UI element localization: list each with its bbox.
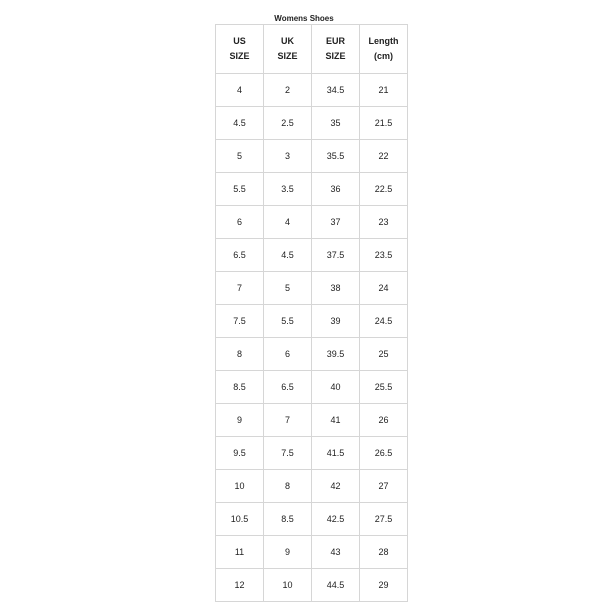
- table-row: [216, 206, 408, 239]
- length-cell: 22.5: [360, 173, 408, 206]
- table-row: [216, 404, 408, 437]
- us-size-cell: 6: [216, 206, 264, 239]
- table-row: [216, 437, 408, 470]
- eur-size-cell: 42: [312, 470, 360, 503]
- eur-size-cell: 37.5: [312, 239, 360, 272]
- table-row: [216, 470, 408, 503]
- size-table: [215, 24, 408, 602]
- uk-size-cell: 7: [264, 404, 312, 437]
- length-cell: 22: [360, 140, 408, 173]
- eur-size-cell: 43: [312, 536, 360, 569]
- header-uk-size: UK SIZE: [264, 25, 312, 74]
- uk-size-cell: 6.5: [264, 371, 312, 404]
- us-size-cell: 4: [216, 74, 264, 107]
- header-row: [216, 25, 408, 74]
- uk-size-cell: 4: [264, 206, 312, 239]
- table-row: [216, 239, 408, 272]
- table-row: [216, 74, 408, 107]
- length-cell: 25: [360, 338, 408, 371]
- us-size-cell: 4.5: [216, 107, 264, 140]
- us-size-cell: 9: [216, 404, 264, 437]
- table-row: [216, 338, 408, 371]
- length-cell: 24: [360, 272, 408, 305]
- header-us-size: US SIZE: [216, 25, 264, 74]
- us-size-cell: 10: [216, 470, 264, 503]
- us-size-cell: 8: [216, 338, 264, 371]
- table-row: [216, 140, 408, 173]
- chart-title: Womens Shoes: [274, 14, 334, 23]
- length-cell: 25.5: [360, 371, 408, 404]
- us-size-cell: 11: [216, 536, 264, 569]
- uk-size-cell: 8.5: [264, 503, 312, 536]
- eur-size-cell: 41: [312, 404, 360, 437]
- table-row: [216, 272, 408, 305]
- eur-size-cell: 42.5: [312, 503, 360, 536]
- length-cell: 21: [360, 74, 408, 107]
- table-row: [216, 503, 408, 536]
- uk-size-cell: 7.5: [264, 437, 312, 470]
- length-cell: 23.5: [360, 239, 408, 272]
- uk-size-cell: 3: [264, 140, 312, 173]
- eur-size-cell: 36: [312, 173, 360, 206]
- us-size-cell: 12: [216, 569, 264, 602]
- table-row: [216, 305, 408, 338]
- eur-size-cell: 37: [312, 206, 360, 239]
- length-cell: 27: [360, 470, 408, 503]
- eur-size-cell: 39: [312, 305, 360, 338]
- eur-size-cell: 34.5: [312, 74, 360, 107]
- uk-size-cell: 5.5: [264, 305, 312, 338]
- length-cell: 24.5: [360, 305, 408, 338]
- table-row: [216, 536, 408, 569]
- us-size-cell: 7.5: [216, 305, 264, 338]
- uk-size-cell: 4.5: [264, 239, 312, 272]
- eur-size-cell: 41.5: [312, 437, 360, 470]
- table-row: [216, 569, 408, 602]
- length-cell: 29: [360, 569, 408, 602]
- uk-size-cell: 6: [264, 338, 312, 371]
- uk-size-cell: 8: [264, 470, 312, 503]
- table-row: [216, 371, 408, 404]
- length-cell: 23: [360, 206, 408, 239]
- table-body: [216, 74, 408, 602]
- length-cell: 26: [360, 404, 408, 437]
- us-size-cell: 9.5: [216, 437, 264, 470]
- eur-size-cell: 35: [312, 107, 360, 140]
- eur-size-cell: 44.5: [312, 569, 360, 602]
- uk-size-cell: 10: [264, 569, 312, 602]
- us-size-cell: 6.5: [216, 239, 264, 272]
- length-cell: 28: [360, 536, 408, 569]
- table-row: [216, 173, 408, 206]
- us-size-cell: 5.5: [216, 173, 264, 206]
- us-size-cell: 5: [216, 140, 264, 173]
- uk-size-cell: 9: [264, 536, 312, 569]
- header-length: Length (cm): [360, 25, 408, 74]
- eur-size-cell: 35.5: [312, 140, 360, 173]
- eur-size-cell: 39.5: [312, 338, 360, 371]
- length-cell: 21.5: [360, 107, 408, 140]
- uk-size-cell: 3.5: [264, 173, 312, 206]
- table-row: [216, 107, 408, 140]
- us-size-cell: 10.5: [216, 503, 264, 536]
- uk-size-cell: 2: [264, 74, 312, 107]
- uk-size-cell: 5: [264, 272, 312, 305]
- us-size-cell: 8.5: [216, 371, 264, 404]
- length-cell: 26.5: [360, 437, 408, 470]
- us-size-cell: 7: [216, 272, 264, 305]
- eur-size-cell: 38: [312, 272, 360, 305]
- eur-size-cell: 40: [312, 371, 360, 404]
- header-eur-size: EUR SIZE: [312, 25, 360, 74]
- uk-size-cell: 2.5: [264, 107, 312, 140]
- length-cell: 27.5: [360, 503, 408, 536]
